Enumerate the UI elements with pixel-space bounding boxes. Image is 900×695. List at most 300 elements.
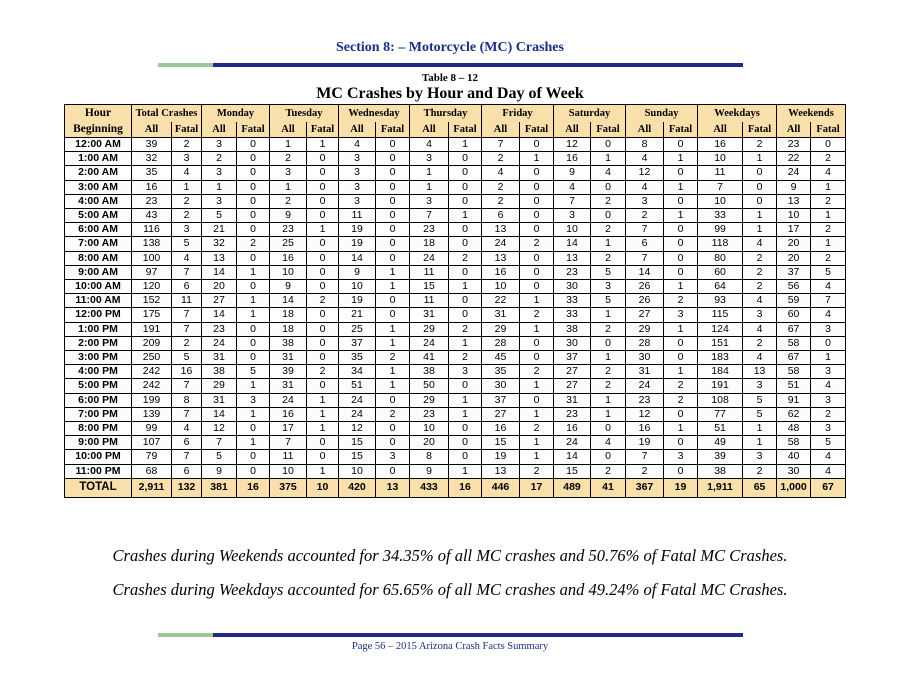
total-cell: 67: [811, 478, 846, 497]
value-cell: 5: [237, 365, 270, 379]
value-cell: 77: [698, 407, 743, 421]
value-cell: 30: [482, 379, 520, 393]
value-cell: 2: [626, 209, 664, 223]
value-cell: 0: [449, 422, 482, 436]
value-cell: 1: [664, 209, 698, 223]
total-label: TOTAL: [65, 478, 132, 497]
value-cell: 1: [202, 180, 237, 194]
value-cell: 4: [339, 138, 376, 152]
value-cell: 10: [698, 194, 743, 208]
value-cell: 7: [482, 138, 520, 152]
value-cell: 9: [554, 166, 591, 180]
value-cell: 24: [270, 393, 307, 407]
value-cell: 16: [698, 138, 743, 152]
value-cell: 12: [339, 422, 376, 436]
hour-cell: 10:00 PM: [65, 450, 132, 464]
value-cell: 120: [132, 280, 172, 294]
value-cell: 11: [172, 294, 202, 308]
total-cell: 16: [449, 478, 482, 497]
value-cell: 2: [811, 223, 846, 237]
value-cell: 16: [626, 422, 664, 436]
value-cell: 58: [777, 436, 811, 450]
value-cell: 14: [339, 251, 376, 265]
value-cell: 15: [339, 436, 376, 450]
value-cell: 2: [591, 194, 626, 208]
value-cell: 0: [520, 180, 554, 194]
table-row: [65, 251, 846, 265]
value-cell: 31: [410, 308, 449, 322]
value-cell: 191: [698, 379, 743, 393]
value-cell: 0: [520, 280, 554, 294]
value-cell: 35: [482, 365, 520, 379]
value-cell: 5: [591, 265, 626, 279]
value-cell: 1: [664, 180, 698, 194]
value-cell: 0: [591, 336, 626, 350]
total-cell: 16: [237, 478, 270, 497]
page-footer: Page 56 – 2015 Arizona Crash Facts Summary: [351, 641, 549, 652]
value-cell: 1: [449, 280, 482, 294]
value-cell: 4: [172, 251, 202, 265]
hour-cell: 4:00 PM: [65, 365, 132, 379]
value-cell: 2: [520, 464, 554, 478]
hour-cell: 11:00 AM: [65, 294, 132, 308]
value-cell: 2: [664, 379, 698, 393]
subheader-all: All: [270, 122, 307, 138]
value-cell: 3: [811, 422, 846, 436]
value-cell: 0: [237, 194, 270, 208]
value-cell: 33: [698, 209, 743, 223]
value-cell: 0: [520, 336, 554, 350]
value-cell: 30: [554, 336, 591, 350]
value-cell: 3: [743, 308, 777, 322]
value-cell: 31: [270, 351, 307, 365]
value-cell: 2: [591, 365, 626, 379]
table-row: [65, 322, 846, 336]
value-cell: 4: [591, 166, 626, 180]
value-cell: 37: [777, 265, 811, 279]
value-cell: 43: [132, 209, 172, 223]
value-cell: 0: [237, 422, 270, 436]
subheader-all: All: [626, 122, 664, 138]
value-cell: 60: [698, 265, 743, 279]
value-cell: 2: [482, 180, 520, 194]
table-row: [65, 393, 846, 407]
value-cell: 24: [202, 336, 237, 350]
value-cell: 0: [520, 265, 554, 279]
value-cell: 19: [339, 237, 376, 251]
value-cell: 2: [743, 280, 777, 294]
value-cell: 0: [520, 393, 554, 407]
table-row: [65, 280, 846, 294]
value-cell: 1: [520, 294, 554, 308]
value-cell: 37: [554, 351, 591, 365]
value-cell: 14: [554, 450, 591, 464]
value-cell: 3: [811, 322, 846, 336]
value-cell: 2: [743, 251, 777, 265]
hour-cell: 2:00 PM: [65, 336, 132, 350]
value-cell: 0: [664, 407, 698, 421]
value-cell: 107: [132, 436, 172, 450]
value-cell: 68: [132, 464, 172, 478]
value-cell: 23: [410, 407, 449, 421]
value-cell: 9: [339, 265, 376, 279]
value-cell: 3: [811, 365, 846, 379]
value-cell: 10: [698, 152, 743, 166]
value-cell: 4: [626, 152, 664, 166]
value-cell: 0: [307, 237, 339, 251]
value-cell: 242: [132, 379, 172, 393]
column-group-header: Monday: [202, 105, 270, 122]
column-group-header: Total Crashes: [132, 105, 202, 122]
value-cell: 17: [270, 422, 307, 436]
value-cell: 29: [626, 322, 664, 336]
value-cell: 12: [626, 166, 664, 180]
weekday-note: Crashes during Weekdays accounted for 65.65% of all MC crashes and 49.24% of Fatal MC Crashes.: [112, 580, 788, 599]
value-cell: 31: [626, 365, 664, 379]
value-cell: 3: [410, 194, 449, 208]
value-cell: 97: [132, 265, 172, 279]
value-cell: 1: [376, 379, 410, 393]
value-cell: 14: [202, 308, 237, 322]
value-cell: 2: [591, 322, 626, 336]
value-cell: 1: [664, 365, 698, 379]
value-cell: 12: [626, 407, 664, 421]
hour-cell: 4:00 AM: [65, 194, 132, 208]
table-row: [65, 422, 846, 436]
total-cell: 367: [626, 478, 664, 497]
value-cell: 0: [376, 393, 410, 407]
value-cell: 11: [339, 209, 376, 223]
value-cell: 37: [482, 393, 520, 407]
value-cell: 13: [743, 365, 777, 379]
value-cell: 4: [172, 166, 202, 180]
value-cell: 0: [520, 194, 554, 208]
value-cell: 2: [811, 194, 846, 208]
value-cell: 10: [410, 422, 449, 436]
value-cell: 30: [554, 280, 591, 294]
value-cell: 24: [410, 336, 449, 350]
value-cell: 151: [698, 336, 743, 350]
value-cell: 23: [626, 393, 664, 407]
table-row: [65, 351, 846, 365]
value-cell: 1: [591, 308, 626, 322]
value-cell: 0: [811, 336, 846, 350]
table-row: [65, 294, 846, 308]
hour-cell: 6:00 AM: [65, 223, 132, 237]
value-cell: 15: [410, 280, 449, 294]
table-row: [65, 223, 846, 237]
value-cell: 7: [626, 223, 664, 237]
value-cell: 0: [237, 223, 270, 237]
value-cell: 2: [449, 322, 482, 336]
value-cell: 1: [237, 407, 270, 421]
column-group-header: Weekdays: [698, 105, 777, 122]
value-cell: 124: [698, 322, 743, 336]
value-cell: 12: [554, 138, 591, 152]
value-cell: 0: [237, 450, 270, 464]
value-cell: 175: [132, 308, 172, 322]
value-cell: 18: [270, 308, 307, 322]
total-cell: 2,911: [132, 478, 172, 497]
value-cell: 11: [270, 450, 307, 464]
value-cell: 26: [626, 294, 664, 308]
value-cell: 10: [270, 464, 307, 478]
value-cell: 4: [743, 322, 777, 336]
value-cell: 25: [270, 237, 307, 251]
value-cell: 0: [376, 152, 410, 166]
total-cell: 17: [520, 478, 554, 497]
value-cell: 1: [664, 422, 698, 436]
table-row: [65, 237, 846, 251]
value-cell: 28: [626, 336, 664, 350]
value-cell: 39: [698, 450, 743, 464]
value-cell: 2: [743, 138, 777, 152]
table-row: [65, 265, 846, 279]
value-cell: 6: [626, 237, 664, 251]
value-cell: 2: [591, 379, 626, 393]
table-row: [65, 407, 846, 421]
value-cell: 27: [554, 379, 591, 393]
value-cell: 242: [132, 365, 172, 379]
value-cell: 20: [777, 237, 811, 251]
value-cell: 1: [307, 422, 339, 436]
value-cell: 4: [591, 436, 626, 450]
value-cell: 7: [202, 436, 237, 450]
value-cell: 51: [777, 379, 811, 393]
value-cell: 0: [449, 194, 482, 208]
value-cell: 1: [591, 407, 626, 421]
total-cell: 489: [554, 478, 591, 497]
value-cell: 0: [237, 180, 270, 194]
value-cell: 2: [307, 294, 339, 308]
value-cell: 1: [743, 223, 777, 237]
value-cell: 60: [777, 308, 811, 322]
column-group-header: Wednesday: [339, 105, 410, 122]
subheader-fatal: Fatal: [237, 122, 270, 138]
value-cell: 10: [482, 280, 520, 294]
value-cell: 0: [307, 194, 339, 208]
value-cell: 20: [202, 280, 237, 294]
value-cell: 1: [520, 152, 554, 166]
value-cell: 0: [664, 166, 698, 180]
value-cell: 9: [202, 464, 237, 478]
value-cell: 51: [698, 422, 743, 436]
value-cell: 80: [698, 251, 743, 265]
value-cell: 79: [132, 450, 172, 464]
hour-cell: 5:00 PM: [65, 379, 132, 393]
value-cell: 1: [376, 336, 410, 350]
value-cell: 10: [339, 464, 376, 478]
value-cell: 7: [172, 450, 202, 464]
hour-cell: 7:00 AM: [65, 237, 132, 251]
hour-cell: 9:00 PM: [65, 436, 132, 450]
value-cell: 24: [626, 379, 664, 393]
value-cell: 4: [482, 166, 520, 180]
value-cell: 7: [172, 407, 202, 421]
value-cell: 4: [811, 464, 846, 478]
value-cell: 0: [520, 223, 554, 237]
table-row: [65, 138, 846, 152]
value-cell: 3: [591, 280, 626, 294]
value-cell: 0: [449, 294, 482, 308]
value-cell: 8: [410, 450, 449, 464]
value-cell: 31: [482, 308, 520, 322]
value-cell: 1: [376, 322, 410, 336]
value-cell: 1: [237, 379, 270, 393]
value-cell: 40: [777, 450, 811, 464]
value-cell: 7: [626, 450, 664, 464]
value-cell: 1: [449, 209, 482, 223]
value-cell: 184: [698, 365, 743, 379]
value-cell: 2: [172, 194, 202, 208]
value-cell: 3: [811, 393, 846, 407]
value-cell: 0: [591, 209, 626, 223]
value-cell: 13: [482, 251, 520, 265]
value-cell: 4: [743, 237, 777, 251]
value-cell: 41: [410, 351, 449, 365]
value-cell: 2: [520, 308, 554, 322]
value-cell: 0: [237, 152, 270, 166]
value-cell: 1: [172, 180, 202, 194]
value-cell: 16: [554, 422, 591, 436]
value-cell: 3: [743, 379, 777, 393]
value-cell: 250: [132, 351, 172, 365]
value-cell: 7: [554, 194, 591, 208]
value-cell: 1: [811, 237, 846, 251]
value-cell: 59: [777, 294, 811, 308]
value-cell: 2: [743, 336, 777, 350]
table-row: [65, 166, 846, 180]
value-cell: 0: [743, 180, 777, 194]
value-cell: 0: [237, 138, 270, 152]
value-cell: 99: [132, 422, 172, 436]
value-cell: 1: [237, 265, 270, 279]
value-cell: 0: [449, 166, 482, 180]
value-cell: 0: [376, 180, 410, 194]
column-group-header: Sunday: [626, 105, 698, 122]
subheader-fatal: Fatal: [811, 122, 846, 138]
total-cell: 1,000: [777, 478, 811, 497]
value-cell: 3: [339, 194, 376, 208]
value-cell: 0: [449, 308, 482, 322]
value-cell: 1: [307, 223, 339, 237]
value-cell: 1: [591, 237, 626, 251]
subheader-fatal: Fatal: [591, 122, 626, 138]
value-cell: 0: [591, 180, 626, 194]
value-cell: 1: [449, 138, 482, 152]
value-cell: 199: [132, 393, 172, 407]
total-cell: 1,911: [698, 478, 743, 497]
value-cell: 14: [626, 265, 664, 279]
value-cell: 49: [698, 436, 743, 450]
value-cell: 3: [410, 152, 449, 166]
value-cell: 0: [237, 464, 270, 478]
value-cell: 35: [132, 166, 172, 180]
value-cell: 2: [591, 223, 626, 237]
subheader-all: All: [777, 122, 811, 138]
value-cell: 32: [132, 152, 172, 166]
value-cell: 23: [410, 223, 449, 237]
value-cell: 1: [591, 152, 626, 166]
value-cell: 1: [743, 152, 777, 166]
value-cell: 10: [270, 265, 307, 279]
subheader-fatal: Fatal: [172, 122, 202, 138]
hour-cell: 12:00 AM: [65, 138, 132, 152]
value-cell: 29: [482, 322, 520, 336]
value-cell: 6: [172, 464, 202, 478]
value-cell: 2: [376, 351, 410, 365]
value-cell: 1: [449, 336, 482, 350]
value-cell: 0: [376, 464, 410, 478]
value-cell: 0: [307, 265, 339, 279]
value-cell: 3: [449, 365, 482, 379]
value-cell: 4: [811, 308, 846, 322]
total-cell: 446: [482, 478, 520, 497]
value-cell: 0: [664, 194, 698, 208]
value-cell: 1: [307, 393, 339, 407]
value-cell: 0: [664, 223, 698, 237]
value-cell: 0: [591, 450, 626, 464]
value-cell: 31: [270, 379, 307, 393]
value-cell: 0: [307, 251, 339, 265]
value-cell: 0: [449, 180, 482, 194]
value-cell: 2: [811, 251, 846, 265]
value-cell: 0: [664, 351, 698, 365]
value-cell: 0: [307, 280, 339, 294]
value-cell: 51: [339, 379, 376, 393]
value-cell: 2: [172, 336, 202, 350]
total-cell: 420: [339, 478, 376, 497]
value-cell: 152: [132, 294, 172, 308]
hour-cell: 1:00 AM: [65, 152, 132, 166]
value-cell: 0: [664, 265, 698, 279]
value-cell: 1: [449, 464, 482, 478]
column-group-header: Thursday: [410, 105, 482, 122]
value-cell: 18: [410, 237, 449, 251]
subheader-fatal: Fatal: [743, 122, 777, 138]
subheader-fatal: Fatal: [307, 122, 339, 138]
value-cell: 2: [811, 407, 846, 421]
value-cell: 0: [520, 251, 554, 265]
value-cell: 23: [554, 265, 591, 279]
value-cell: 139: [132, 407, 172, 421]
value-cell: 1: [743, 422, 777, 436]
value-cell: 24: [339, 407, 376, 421]
column-group-header: Tuesday: [270, 105, 339, 122]
table-number: Table 8 – 12: [421, 72, 479, 84]
value-cell: 0: [307, 322, 339, 336]
value-cell: 11: [410, 265, 449, 279]
value-cell: 0: [237, 166, 270, 180]
value-cell: 0: [520, 138, 554, 152]
value-cell: 22: [777, 152, 811, 166]
value-cell: 19: [482, 450, 520, 464]
value-cell: 0: [376, 436, 410, 450]
value-cell: 1: [520, 436, 554, 450]
value-cell: 0: [811, 138, 846, 152]
value-cell: 5: [172, 351, 202, 365]
value-cell: 38: [554, 322, 591, 336]
table-row: [65, 450, 846, 464]
value-cell: 1: [743, 209, 777, 223]
subheader-all: All: [698, 122, 743, 138]
value-cell: 183: [698, 351, 743, 365]
value-cell: 67: [777, 322, 811, 336]
value-cell: 4: [811, 280, 846, 294]
value-cell: 16: [270, 407, 307, 421]
value-cell: 22: [482, 294, 520, 308]
value-cell: 0: [743, 194, 777, 208]
